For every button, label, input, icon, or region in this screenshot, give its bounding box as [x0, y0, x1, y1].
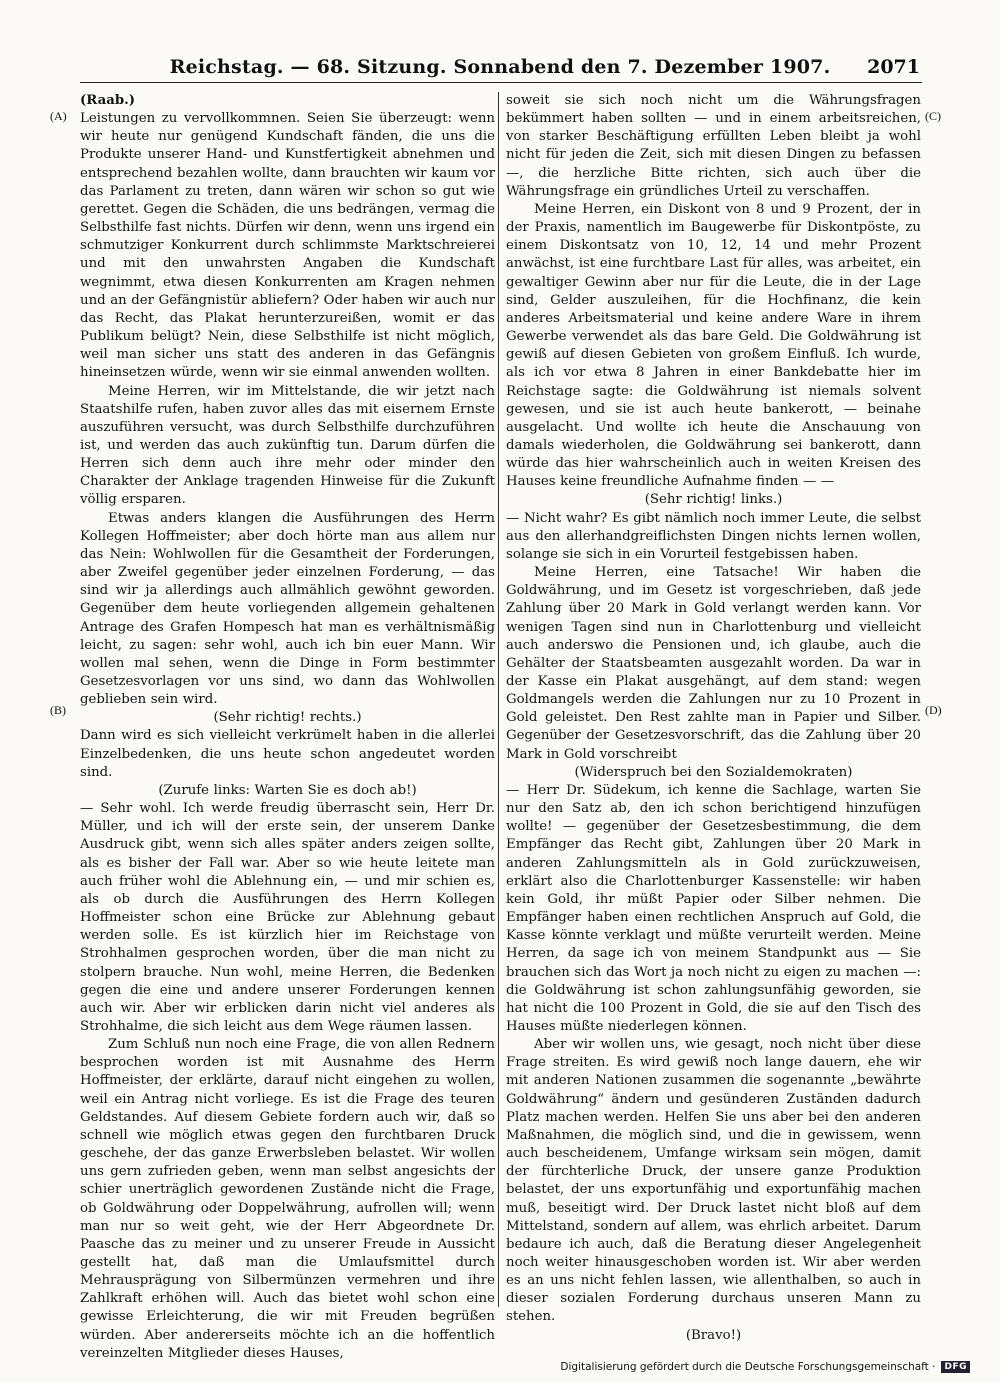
margin-marker-c: (C) — [925, 109, 941, 123]
page-header — [80, 56, 920, 80]
left-column — [80, 92, 495, 1363]
page-title: Reichstag. — 68. Sitzung. Sonnabend den 7. Dezember 1907. — [169, 56, 831, 78]
interjection: (Bravo!) — [685, 1327, 742, 1343]
margin-marker-d: (D) — [925, 703, 942, 717]
paragraph: Zum Schluß nun noch eine Frage, die von allen Rednern besprochen worden ist mit Ausnahme des Herrn Hoffmeister, der erklärte, darauf nicht eingehen zu wollen, weil ein Antrag nicht vorliege. Es ist die Frage des teuren Geldstandes. Auf diesem Gebiete fordern auch wir, daß so schnell wie möglich etwas gegen den furchtbaren Druck geschehe, der das ganze Erwerbsleben belastet. Wir wollen uns gern zufrieden geben, wenn man selbst angesichts der schier unerträglich gewordenen Zustände nicht die Frage, ob Goldwährung oder Doppelwährung, aufrollen will; wenn man nur so weit geht, wie der Herr Abgeordnete Dr. Paasche das zu meiner und zu unserer Freude in Aussicht gestellt hat, daß man die Umlaufsmittel durch Mehrausprägung von Silbermünzen vermehren und ihre Zahlkraft erhöhen will. Auch das bietet wohl schon eine gewisse Erleichterung, die wir mit Freuden begrüßen würden. Aber andererseits möchte ich an die hoffentlich vereinzelten Mitglieder dieses Hauses, — [80, 1037, 495, 1361]
speaker-label: (Raab.) — [80, 93, 136, 108]
paragraph: Dann wird es sich vielleicht verkrümelt haben in die allerlei Einzelbedenken, die uns heute schon angedeutet worden sind. — [80, 728, 495, 780]
column-divider — [498, 92, 499, 1307]
paragraph: — Herr Dr. Südekum, ich kenne die Sachlage, warten Sie nur den Satz ab, den ich schon berichtigend hinzufügen wollte! — gegenüber der Gesetzesbestimmung, die dem Empfänger das Recht gibt, Zahlungen über 20 Mark in anderen Zahlungsmitteln als in Gold zurückzuweisen, erklärt also die Charlottenburger Kassenstelle: wir haben kein Gold, ihr müßt Papier oder Silber nehmen. Die Empfänger haben einen rechtlichen Anspruch auf Gold, die Kasse könnte verklagt und müßte verurteilt werden. Meine Herren, da sage ich von meinem Standpunkt aus — Sie brauchen sich das Wort ja noch nicht zu eigen zu machen —: die Goldwährung ist schon zahlungsunfähig geworden, sie hat nicht die 100 Prozent in Gold, die sie auf den Tisch des Hauses müßte niederlegen können. — [506, 782, 921, 1034]
footer — [560, 1361, 970, 1373]
page-number: 2071 — [867, 56, 920, 78]
interjection: (Zurufe links: Warten Sie es doch ab!) — [158, 782, 417, 798]
dfg-logo: DFG — [941, 1361, 970, 1373]
paragraph: — Nicht wahr? Es gibt nämlich noch immer Leute, die selbst aus den allerhandgreiflichsten Dingen nichts lernen wollen, solange sie sich in ein Vorurteil festgebissen haben. — [506, 510, 921, 562]
header-rule — [80, 82, 922, 83]
paragraph: — Sehr wohl. Ich werde freudig überrascht sein, Herr Dr. Müller, und ich will der erste sein, der unserem Danke Ausdruck gibt, wenn sich alles später anders zeigen sollte, als es bisher der Fall war. Aber so wie heute leitete man auch früher wohl die Ablehnung ein, — und mir schien es, als ob durch die Ausführungen des Herrn Kollegen Hoffmeister schon eine Brücke zur Ablehnung gebaut werden solle. Es ist kürzlich hier im Reichstage von Strohhalmen gesprochen worden, über die man nicht zu stolpern brauche. Nun wohl, meine Herren, die Bedenken gegen die eine und andere unserer Forderungen kennen auch wir. Aber wir erblicken darin nicht viel anderes als Strohhalme, die sich leicht aus dem Wege räumen lassen. — [80, 801, 495, 1034]
footer-text: Digitalisierung gefördert durch die Deutsche Forschungsgemeinschaft · — [560, 1361, 936, 1373]
interjection: (Widerspruch bei den Sozialdemokraten) — [574, 764, 853, 780]
paragraph: Etwas anders klangen die Ausführungen des Herrn Kollegen Hoffmeister; aber doch hörte man aus allem nur das Nein: Wohlwollen für die Gesamtheit der Forderungen, aber Zweifel gegenüber jeder einzelnen Forderung, — das sind wir ja allerdings auch allmählich gewöhnt geworden. Gegenüber dem heute vorliegenden allgemein gehaltenen Antrage des Grafen Hompesch hat man es verhältnismäßig leicht, zu sagen: sehr wohl, auch ich bin euer Mann. Wir wollen mal sehen, wenn die Dinge in Form bestimmter Gesetzesvorlagen vor uns sind, wo dann das Wohlwollen geblieben sein wird. — [80, 510, 495, 708]
margin-marker-b: (B) — [50, 703, 66, 717]
paragraph: Aber wir wollen uns, wie gesagt, noch nicht über diese Frage streiten. Es wird gewiß noch lange dauern, ehe wir mit anderen Nationen zusammen die sogenannte „bewährte Goldwährung“ ändern und gesünderen Zuständen dadurch Platz machen werden. Helfen Sie uns aber bei den anderen Maßnahmen, die möglich sind, und die in gewissem, wenn auch bescheidenem, Umfange wirksam sein mögen, damit der fürchterliche Druck, der unsere ganze Produktion belastet, der uns exportunfähig und exportunfähig machen muß, beseitigt wird. Der Druck lastet nicht bloß auf dem Mittelstand, sondern auf allem, was ehrlich arbeitet. Darum bedaure ich auch, daß die Beratung dieser Angelegenheit noch weiter hinausgeschoben worden ist. Wir aber werden es an uns nicht fehlen lassen, wie allenthalben, so auch in dieser sozialen Forderung durchaus unseren Mann zu stehen. — [506, 1037, 921, 1325]
paragraph: soweit sie sich noch nicht um die Währungsfragen bekümmert haben sollten — und in einem arbeitsreichen, von starker Beschäftigung erfüllten Leben bleibt ja wohl nicht für jeden die Zeit, sich mit diesen Dingen zu befassen —, die herzliche Bitte richten, sich auch über die Währungsfrage ein gründliches Urteil zu verschaffen. — [506, 93, 921, 199]
paragraph: Meine Herren, ein Diskont von 8 und 9 Prozent, der in der Praxis, namentlich im Baugewerbe für Diskontpöste, zu einem Diskontsatz von 10, 12, 14 und mehr Prozent anwächst, ist eine furchtbare Last für alles, was arbeitet, ein gewaltiger Gewinn aber nur für die Leute, die in der Lage sind, Gelder auszuleihen, für die Hochfinanz, die kein anderes Arbeitsmaterial und keine andere Ware in ihrem Gewerbe verwendet als das bare Geld. Die Goldwährung ist gewiß auf diesen Gebieten von großem Einfluß. Ich wurde, als ich vor etwa 8 Jahren in einer Bankdebatte hier im Reichstage sagte: die Goldwährung ist niemals solvent gewesen, und sie ist auch heute bankerott, — beinahe ausgelacht. Und wollte ich heute die Anschauung von damals wiederholen, die Goldwährung sei bankerott, dann würde das hier wahrscheinlich auch in weiten Kreisen des Hauses keine freundliche Aufnahme finden — — — [506, 201, 921, 490]
paragraph: Meine Herren, wir im Mittelstande, die wir jetzt nach Staatshilfe rufen, haben zuvor alles das mit eisernem Ernste auszuführen versucht, was durch Selbsthilfe durchzuführen ist, und werden das auch zukünftig tun. Darum dürfen die Herren sich denn auch ihre mehr oder minder den Charakter der Anklage tragenden Hinweise für die Zukunft völlig ersparen. — [80, 383, 495, 508]
interjection: (Sehr richtig! links.) — [644, 492, 783, 508]
interjection: (Sehr richtig! rechts.) — [213, 710, 362, 726]
paragraph: Meine Herren, eine Tatsache! Wir haben die Goldwährung, und im Gesetz ist vorgeschrieben, daß jede Zahlung über 20 Mark in Gold verlangt werden kann. Vor wenigen Tagen sind nun in Charlottenburg und vielleicht auch anderswo die Pensionen und, ich glaube, auch die Gehälter der Staatsbeamten ausgezahlt worden. Da war in der Kasse ein Plakat ausgehängt, auf dem stand: wegen Goldmangels werden die Zahlungen nur zu 10 Prozent in Gold geleistet. Den Rest zahlte man in Papier und Silber. Gegenüber der Gesetzesvorschrift, das die Zahlung über 20 Mark in Gold vorschreibt — [506, 565, 921, 762]
right-column — [506, 92, 921, 1345]
margin-marker-a: (A) — [50, 109, 67, 123]
paragraph: Leistungen zu vervollkommnen. Seien Sie überzeugt: wenn wir heute nur genügend Kundschaft fänden, die uns die Produkte unserer Hand- und Kunstfertigkeit abnehmen und entsprechend bezahlen wollte, dann brauchten wir kaum vor das Parlament zu treten, dann wären wir schon so gut wie gerettet. Gegen die Schäden, die uns bedrängen, vermag die Selbsthilfe fast nichts. Dürfen wir denn, wenn uns irgend ein schmutziger Konkurrent durch schlimmste Marktschreierei und mit den unwahrsten Angaben die Kundschaft wegnimmt, etwa diesen Konkurrenten am Kragen nehmen und an der Gefängnistür abliefern? Oder haben wir auch nur das Recht, das Plakat herunterzureißen, womit er das Publikum belügt? Nein, diese Selbsthilfe ist nicht möglich, weil man sicher uns statt des anderen in das Gefängnis hineinsetzen würde, wenn wir sie einmal anwenden wollten. — [80, 111, 495, 381]
